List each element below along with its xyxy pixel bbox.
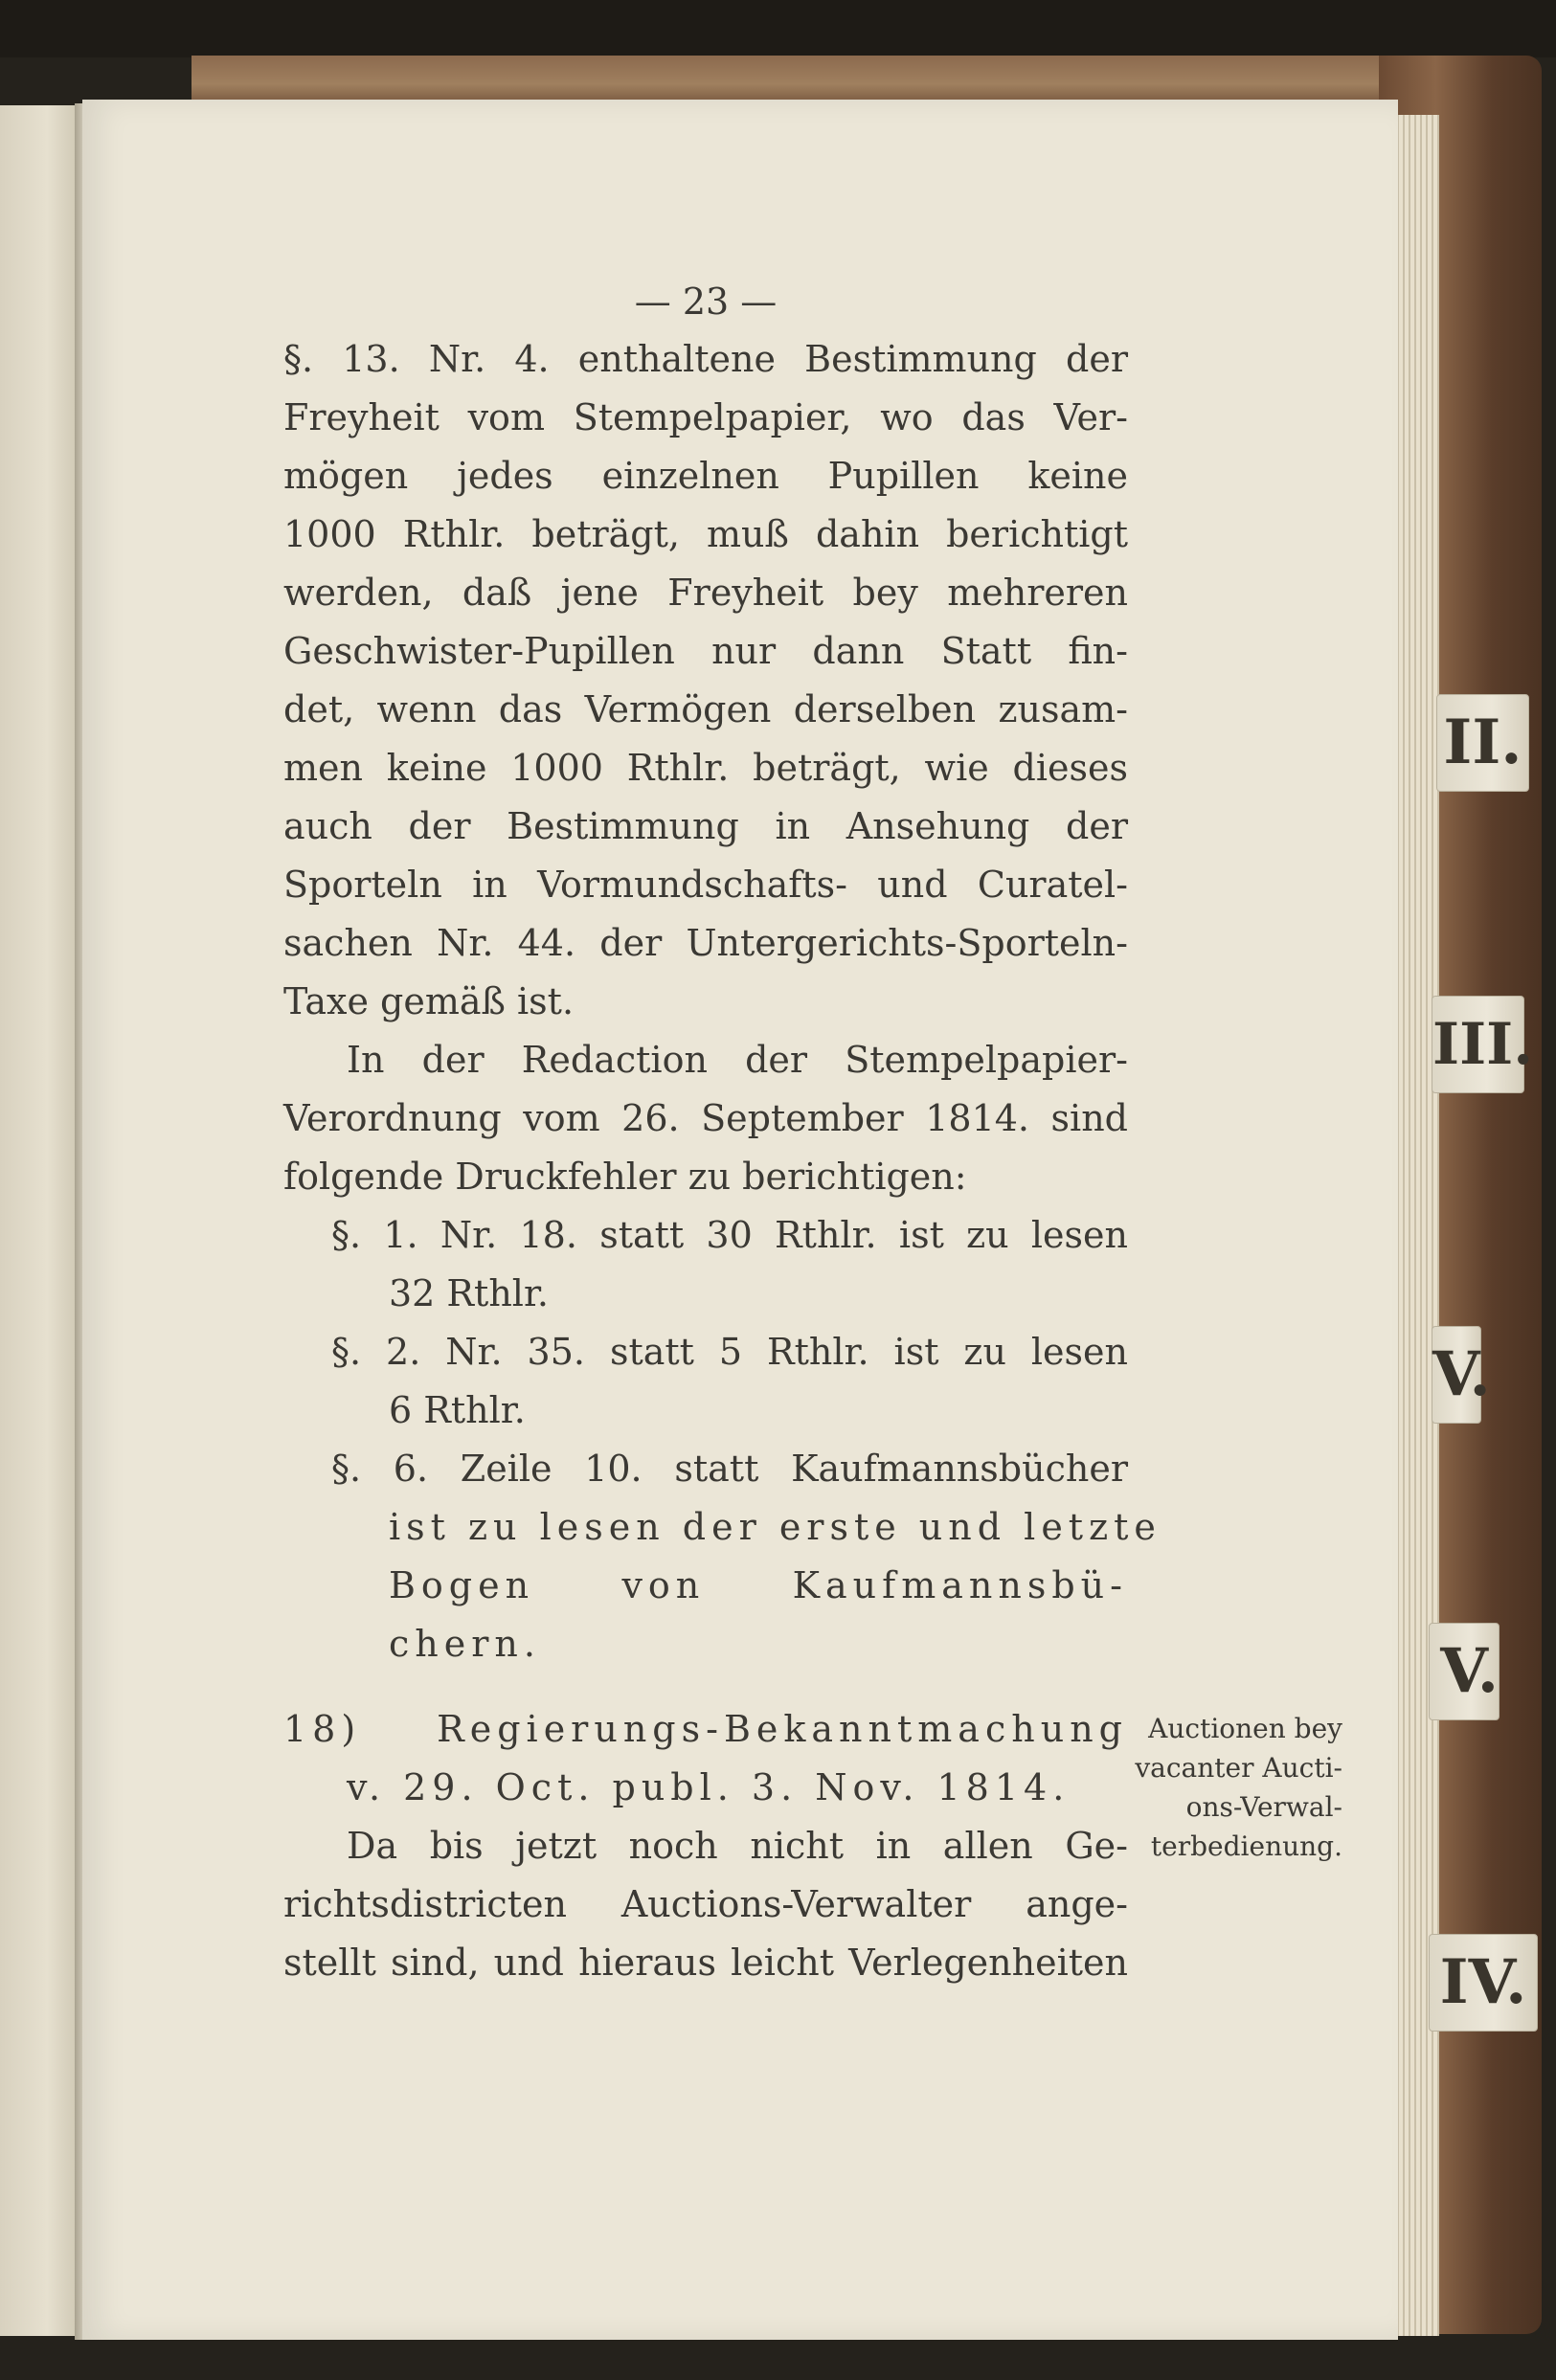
correction-item-continuation: Bogen von Kaufmannsbü- [389, 1564, 1128, 1606]
left-page-edge [0, 105, 79, 2336]
page-text [283, 273, 1161, 1992]
book-cover-top [192, 56, 1475, 103]
text-line: Freyheit vom Stempelpapier, wo das Ver- [283, 396, 1128, 438]
correction-item: §. 2. Nr. 35. statt 5 Rthlr. ist zu lesen [331, 1331, 1128, 1373]
index-tab-v-upper[interactable]: V. [1432, 1326, 1481, 1424]
index-tab-ii[interactable]: II. [1436, 694, 1529, 792]
page-number: — 23 — [634, 281, 778, 323]
text-line: Sporteln in Vormundschafts- und Curatel- [283, 864, 1128, 906]
correction-item-continuation: 6 Rthlr. [389, 1389, 526, 1431]
index-tab-iii[interactable]: III. [1432, 996, 1524, 1093]
margin-note-line: terbedienung. [1150, 1830, 1342, 1862]
text-line: Geschwister-Pupillen nur dann Statt fin- [283, 630, 1128, 672]
text-line: 1000 Rthlr. beträgt, muß dahin berichtigt [283, 513, 1128, 555]
text-line: stellt sind, und hieraus leicht Verlegenheiten [283, 1942, 1128, 1984]
margin-note-line: Auctionen bey [1148, 1713, 1342, 1744]
text-line: mögen jedes einzelnen Pupillen keine [283, 455, 1128, 497]
text-line: auch der Bestimmung in Ansehung der [283, 805, 1128, 847]
text-line: det, wenn das Vermögen derselben zusam- [283, 688, 1128, 730]
margin-note [1109, 1709, 1342, 1866]
paragraph-start: Da bis jetzt noch nicht in allen Ge- [347, 1825, 1128, 1867]
text-line: Verordnung vom 26. September 1814. sind [283, 1097, 1128, 1139]
correction-item: §. 6. Zeile 10. statt Kaufmannsbücher [331, 1448, 1128, 1490]
correction-item: §. 1. Nr. 18. statt 30 Rthlr. ist zu lesen [331, 1214, 1128, 1256]
section-date: v. 29. Oct. publ. 3. Nov. 1814. [347, 1766, 1071, 1808]
correction-item-continuation: 32 Rthlr. [389, 1272, 550, 1314]
margin-note-line: vacanter Aucti- [1135, 1752, 1342, 1784]
text-line: Taxe gemäß ist. [283, 980, 575, 1022]
text-line: richtsdistricten Auctions-Verwalter ange- [283, 1883, 1128, 1925]
text-line: folgende Druckfehler zu berichtigen: [283, 1156, 967, 1198]
section-heading: 18) Regierungs-Bekanntmachung [283, 1708, 1128, 1750]
index-tab-iv[interactable]: IV. [1429, 1934, 1538, 2032]
text-line: sachen Nr. 44. der Untergerichts-Sporteln- [283, 922, 1128, 964]
correction-item-continuation: ist zu lesen der erste und letzte [389, 1506, 1161, 1548]
margin-note-line: ons-Verwal- [1185, 1791, 1342, 1823]
correction-item-continuation: chern. [389, 1623, 541, 1665]
text-line: werden, daß jene Freyheit bey mehreren [283, 572, 1128, 614]
paragraph-start: In der Redaction der Stempelpapier- [347, 1039, 1128, 1081]
text-line: men keine 1000 Rthlr. beträgt, wie dieses [283, 747, 1128, 789]
text-line: §. 13. Nr. 4. enthaltene Bestimmung der [283, 338, 1128, 380]
index-tab-v-lower[interactable]: V. [1429, 1623, 1500, 1720]
